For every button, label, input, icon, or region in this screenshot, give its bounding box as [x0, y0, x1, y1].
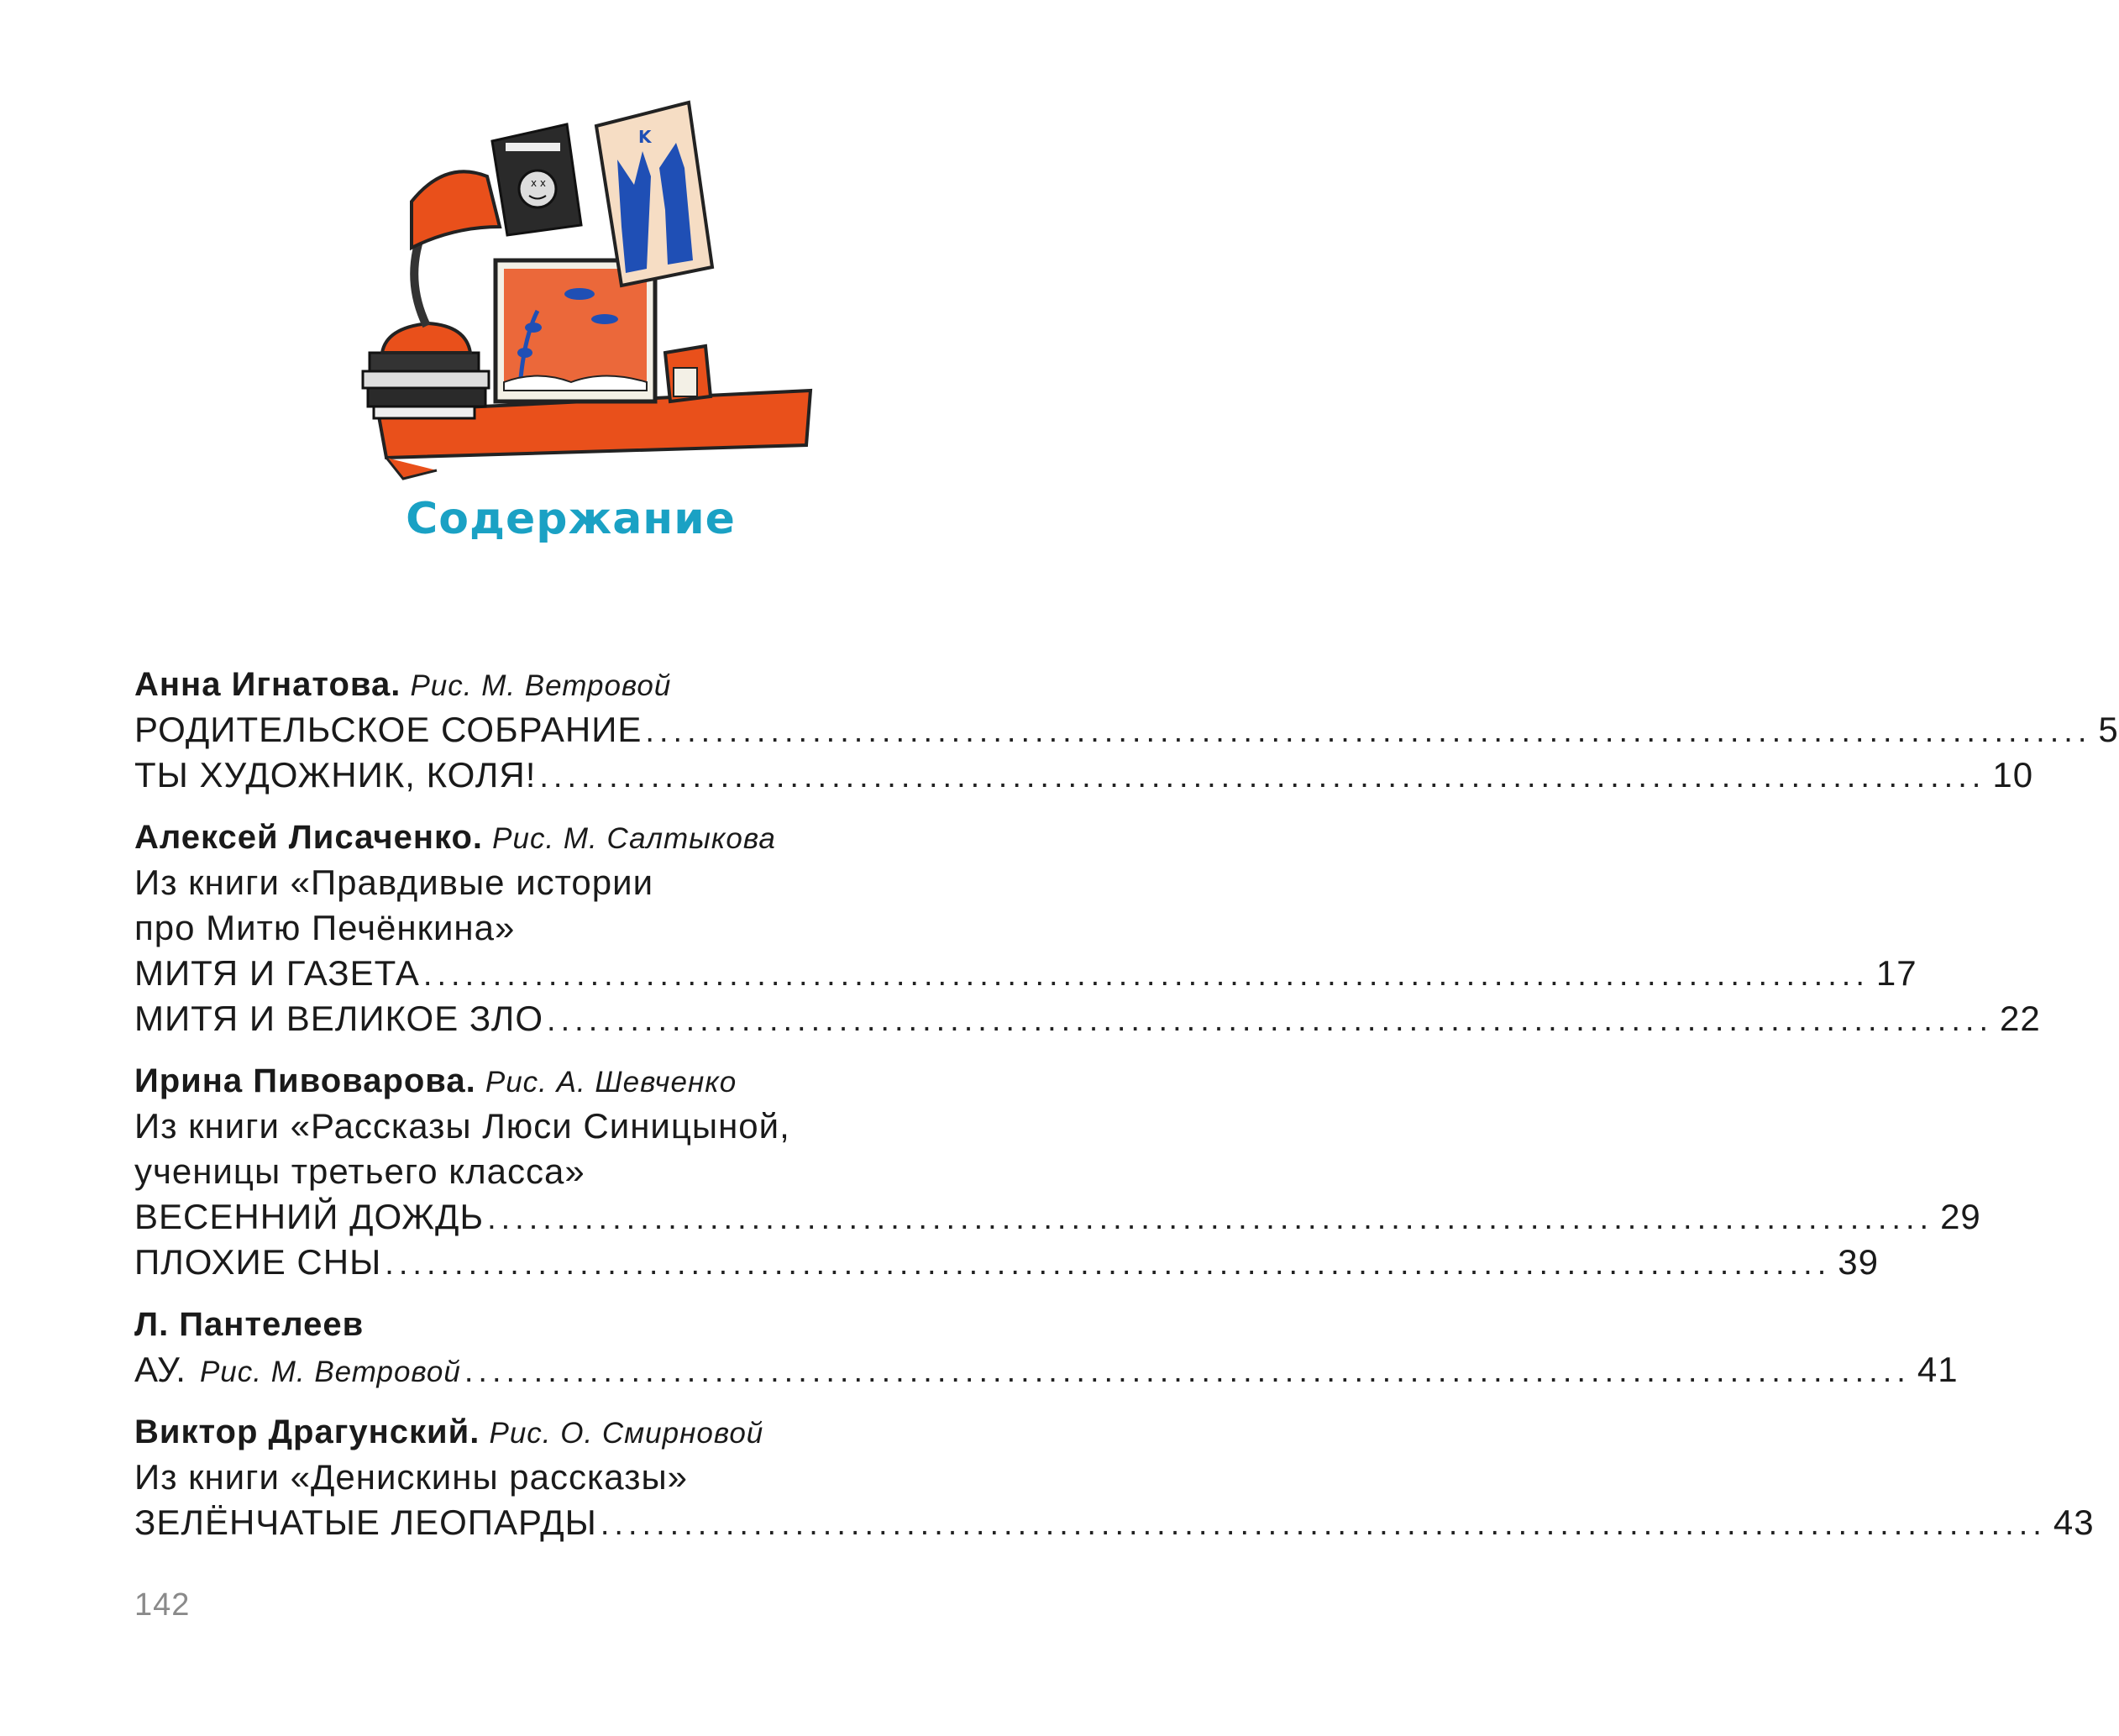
toc-author — [134, 1302, 1033, 1347]
story-title: ПЛОХИЕ СНЫ — [134, 1242, 382, 1282]
toc-author — [134, 815, 1033, 860]
leader-dots: ........................................................................................................ — [422, 957, 1870, 993]
books-icon — [363, 353, 489, 418]
book-source: ученицы третьего класса» — [134, 1151, 585, 1191]
page-number: 29 — [1940, 1197, 1981, 1236]
table-of-contents — [134, 662, 2119, 1545]
leader-dots: ........................................................................................................ — [645, 714, 2092, 749]
author-name: Алексей Лисаченко. — [134, 819, 484, 856]
toc-entry[interactable] — [134, 996, 2041, 1041]
desk-illustration — [353, 101, 823, 479]
illustrator-credit: Рис. М. Салтыкова — [492, 822, 776, 855]
illustrator-credit: Рис. А. Шевченко — [485, 1066, 737, 1099]
picture-frame-icon — [665, 346, 711, 401]
smiley-poster-icon — [492, 124, 581, 235]
story-title: АУ. — [134, 1350, 186, 1389]
toc-author — [134, 1409, 1033, 1455]
leader-dots: ........................................................................................................ — [464, 1354, 1911, 1389]
toc-entry[interactable] — [134, 1347, 1959, 1392]
page-number: 39 — [1838, 1242, 1879, 1282]
book-source: про Митю Печёнкина» — [134, 908, 516, 947]
illustrator-credit: Рис. М. Ветровой — [410, 669, 672, 702]
page-number: 10 — [1992, 755, 2034, 795]
page-title: Содержание — [406, 494, 736, 544]
page-number: 17 — [1875, 953, 1917, 993]
toc-entry[interactable] — [134, 1500, 2095, 1545]
leader-dots: ........................................................................................................ — [487, 1201, 1934, 1236]
toc-entry[interactable] — [134, 1240, 1879, 1285]
story-title: МИТЯ И ГАЗЕТА — [134, 953, 420, 993]
toc-entry[interactable] — [134, 951, 1917, 996]
svg-text:x x: x x — [531, 177, 547, 189]
author-name: Анна Игнатова. — [134, 666, 401, 703]
leader-dots: ........................................................................................................ — [385, 1246, 1832, 1282]
story-title: ЗЕЛЁНЧАТЫЕ ЛЕОПАРДЫ — [134, 1503, 597, 1542]
story-title: ВЕСЕННИЙ ДОЖДЬ — [134, 1197, 485, 1236]
toc-author — [134, 1058, 1033, 1104]
leader-dots: ........................................................................................................ — [600, 1507, 2047, 1542]
figures-poster-icon — [596, 102, 712, 286]
toc-author — [134, 662, 1033, 707]
story-title: МИТЯ И ВЕЛИКОЕ ЗЛО — [134, 999, 544, 1038]
book-source: Из книги «Денискины рассказы» — [134, 1457, 688, 1497]
leader-dots: ........................................................................................................ — [539, 759, 1986, 795]
illustrator-credit: Рис. О. Смирновой — [489, 1417, 764, 1450]
svg-text:K: K — [638, 127, 652, 147]
toc-entry[interactable] — [134, 753, 2034, 798]
page-number: 22 — [2000, 999, 2041, 1038]
page-number: 5 — [2098, 710, 2119, 749]
author-name: Л. Пантелеев — [134, 1306, 365, 1343]
author-name: Ирина Пивоварова. — [134, 1062, 476, 1099]
illustrator-credit: Рис. М. Ветровой — [199, 1356, 461, 1388]
book-source: Из книги «Правдивые истории — [134, 863, 654, 902]
desk-lamp-icon — [382, 171, 500, 353]
footer-page-number: 142 — [134, 1587, 191, 1623]
toc-entry[interactable] — [134, 1194, 1981, 1240]
page-number: 43 — [2053, 1503, 2095, 1542]
author-name: Виктор Драгунский. — [134, 1413, 480, 1450]
book-source: Из книги «Рассказы Люси Синицыной, — [134, 1106, 790, 1146]
story-title: РОДИТЕЛЬСКОЕ СОБРАНИЕ — [134, 710, 643, 749]
story-title: ТЫ ХУДОЖНИК, КОЛЯ! — [134, 755, 537, 795]
page-number: 41 — [1917, 1350, 1959, 1389]
leader-dots: ........................................................................................................ — [547, 1003, 1994, 1038]
toc-entry[interactable] — [134, 707, 2119, 753]
